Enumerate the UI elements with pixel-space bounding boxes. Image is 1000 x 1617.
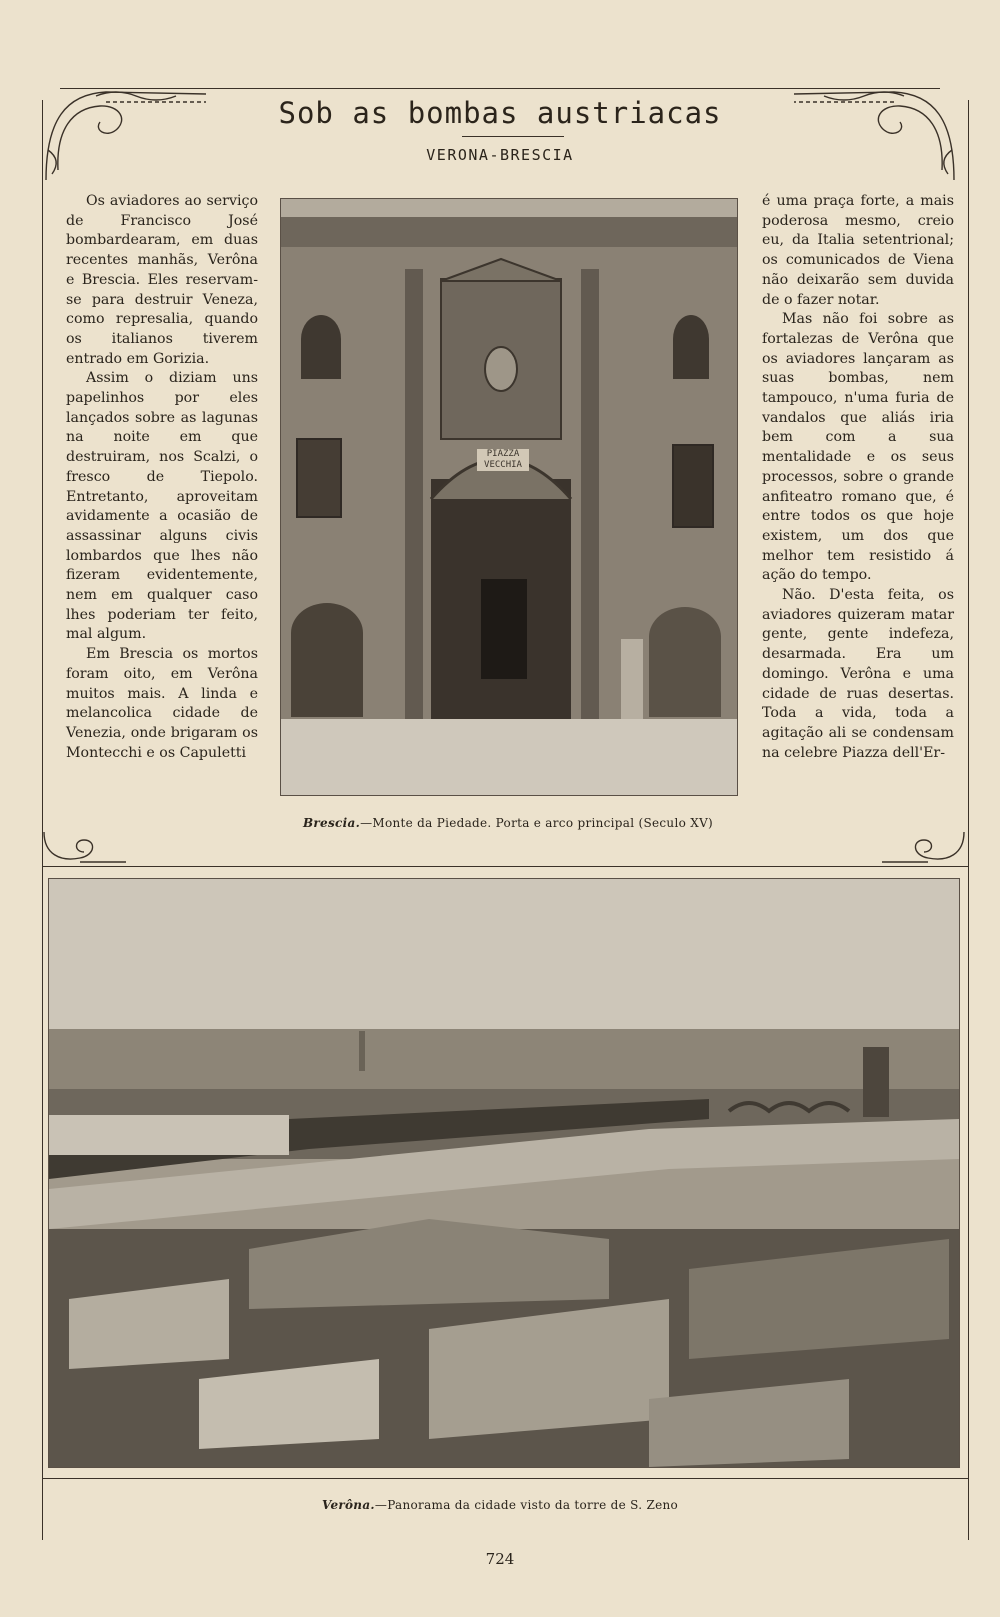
panorama-illustration [49, 879, 959, 1467]
sign-line-1: PIAZZA [486, 449, 520, 459]
piazza-vecchia-sign [477, 449, 529, 471]
caption-text: —Monte da Piedade. Porta e arco principal (Seculo XV) [360, 816, 714, 830]
corner-ornament-bottom-left [40, 828, 130, 868]
brescia-facade-photo [280, 198, 738, 796]
paragraph: é uma praça forte, a mais poderosa mesmo, creio eu, da Italia setentrional; os comunicados de Viena não deixarão sem duvida de o fazer notar. [762, 193, 954, 308]
article-title: Sob as bombas austriacas [278, 96, 722, 130]
verona-panorama-photo [48, 878, 960, 1468]
photo-separator [42, 866, 968, 867]
caption-lead: Brescia. [302, 816, 361, 830]
paragraph: Não. D'esta feita, os aviadores quizeram matar gente, gente indefeza, desarmada. Era um domingo. Verôna e uma cidade de ruas desertas. Toda a vida, toda a agitação ali se condensam na celebre Piazza dell'Er- [762, 587, 954, 761]
title-rule [462, 136, 564, 137]
corner-ornament-bottom-right [878, 828, 968, 868]
paragraph: Os aviadores ao serviço de Francisco José bombardearam, em duas recentes manhãs, Verôna e Brescia. Eles reservam-se para destruir Veneza, como represalia, quando os italianos tiverem entrado em Gorizia. [66, 193, 258, 367]
paragraph: Em Brescia os mortos foram oito, em Verôna muitos mais. A linda e melancolica cidade de Venezia, onde brigaram os Montecchi e os Capuletti [66, 646, 258, 761]
paragraph: Mas não foi sobre as fortalezas de Verôna que os aviadores lançaram as suas bombas, nem tampouco, n'uma furia de vandalos que aliás iria bem com a sua mentalidade e os seus processos, sobre o grande anfiteatro romano que, é entre todos os que hoje existem, um dos que melhor tem resistido á ação do tempo. [762, 311, 954, 584]
page-number: 724 [485, 1550, 515, 1568]
sign-line-2: VECCHIA [484, 460, 522, 470]
paragraph: Assim o diziam uns papelinhos por eles lançados sobre as lagunas na noite em que destruiram, nos Scalzi, o fresco de Tiepolo. Entretanto, aproveitam avidamente a ocasião de assassinar alguns civis lombardos que lhes não fizeram evidentemente, nem em qualquer caso lhes poderiam ter feito, mal algum. [66, 370, 258, 643]
brescia-photo-caption [280, 816, 736, 830]
right-text-column [762, 192, 954, 763]
facade-illustration [281, 199, 737, 795]
article-subtitle: VERONA-BRESCIA [426, 146, 574, 164]
frame-right-border [968, 100, 969, 1540]
verona-photo-caption [0, 1498, 1000, 1512]
caption-lead: Verôna. [321, 1498, 375, 1512]
caption-text: —Panorama da cidade visto da torre de S. Zeno [374, 1498, 679, 1512]
caption-separator [42, 1478, 968, 1479]
frame-left-border [42, 100, 43, 1540]
left-text-column [66, 192, 258, 763]
